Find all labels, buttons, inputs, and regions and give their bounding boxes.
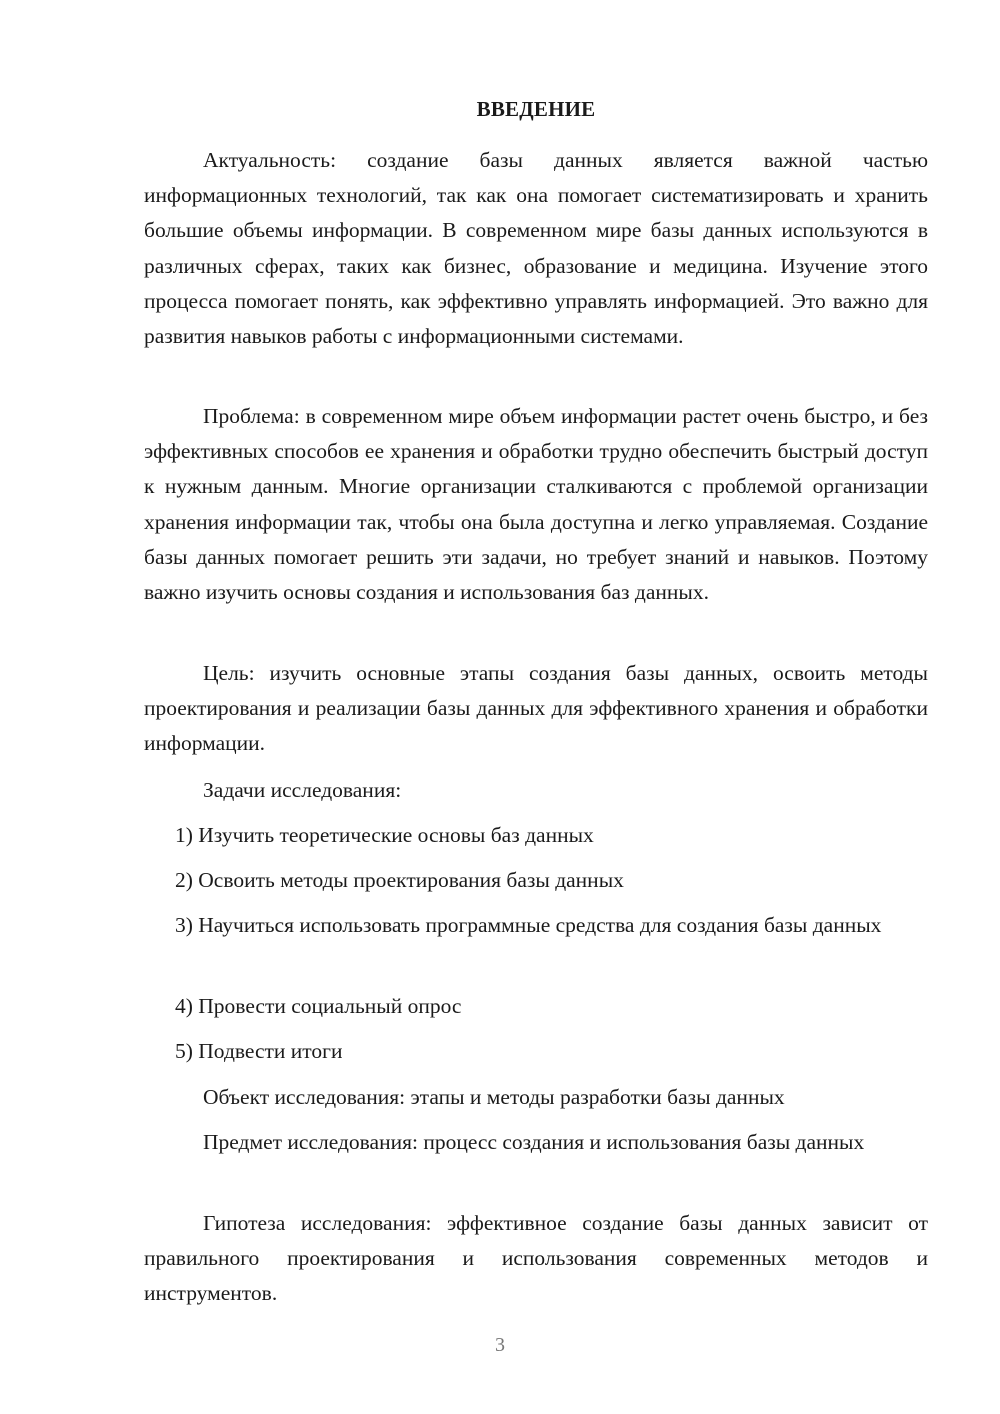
relevance-paragraph: Актуальность: создание базы данных является важной частью информационных технологий, так как она помогает систематизировать и хранить большие объемы информации. В современном мире базы данных используются в различных сферах, таких как бизнес, образование и медицина. Изучение этого процесса помогает понять, как эффективно управлять информацией. Это важно для развития навыков работы с информационными системами. xyxy=(144,148,928,349)
tasks-title: Задачи исследования: xyxy=(203,778,402,802)
subject-paragraph: Предмет исследования: процесс создания и использования базы данных xyxy=(203,1130,865,1154)
object-paragraph: Объект исследования: этапы и методы разработки базы данных xyxy=(203,1085,785,1109)
task-item-1: 1) Изучить теоретические основы баз данных xyxy=(175,823,594,847)
task-item-2: 2) Освоить методы проектирования базы данных xyxy=(175,868,624,892)
task-item-3: 3) Научиться использовать программные средства для создания базы данных xyxy=(175,913,882,937)
hypothesis-paragraph: Гипотеза исследования: эффективное создание базы данных зависит от правильного проектирования и использования современных методов и инструментов. xyxy=(144,1211,928,1306)
section-heading: ВВЕДЕНИЕ xyxy=(476,97,596,121)
task-item-4: 4) Провести социальный опрос xyxy=(175,994,462,1018)
goal-paragraph: Цель: изучить основные этапы создания базы данных, освоить методы проектирования и реализации базы данных для эффективного хранения и обработки информации. xyxy=(144,661,928,756)
task-item-5: 5) Подвести итоги xyxy=(175,1039,343,1063)
problem-paragraph: Проблема: в современном мире объем информации растет очень быстро, и без эффективных способов ее хранения и обработки трудно обеспечить быстрый доступ к нужным данным. Многие организации сталкиваются с проблемой организации хранения информации так, чтобы она была доступна и легко управляемая. Создание базы данных помогает решить эти задачи, но требует знаний и навыков. Поэтому важно изучить основы создания и использования баз данных. xyxy=(144,404,928,605)
page-number: 3 xyxy=(495,1334,505,1356)
